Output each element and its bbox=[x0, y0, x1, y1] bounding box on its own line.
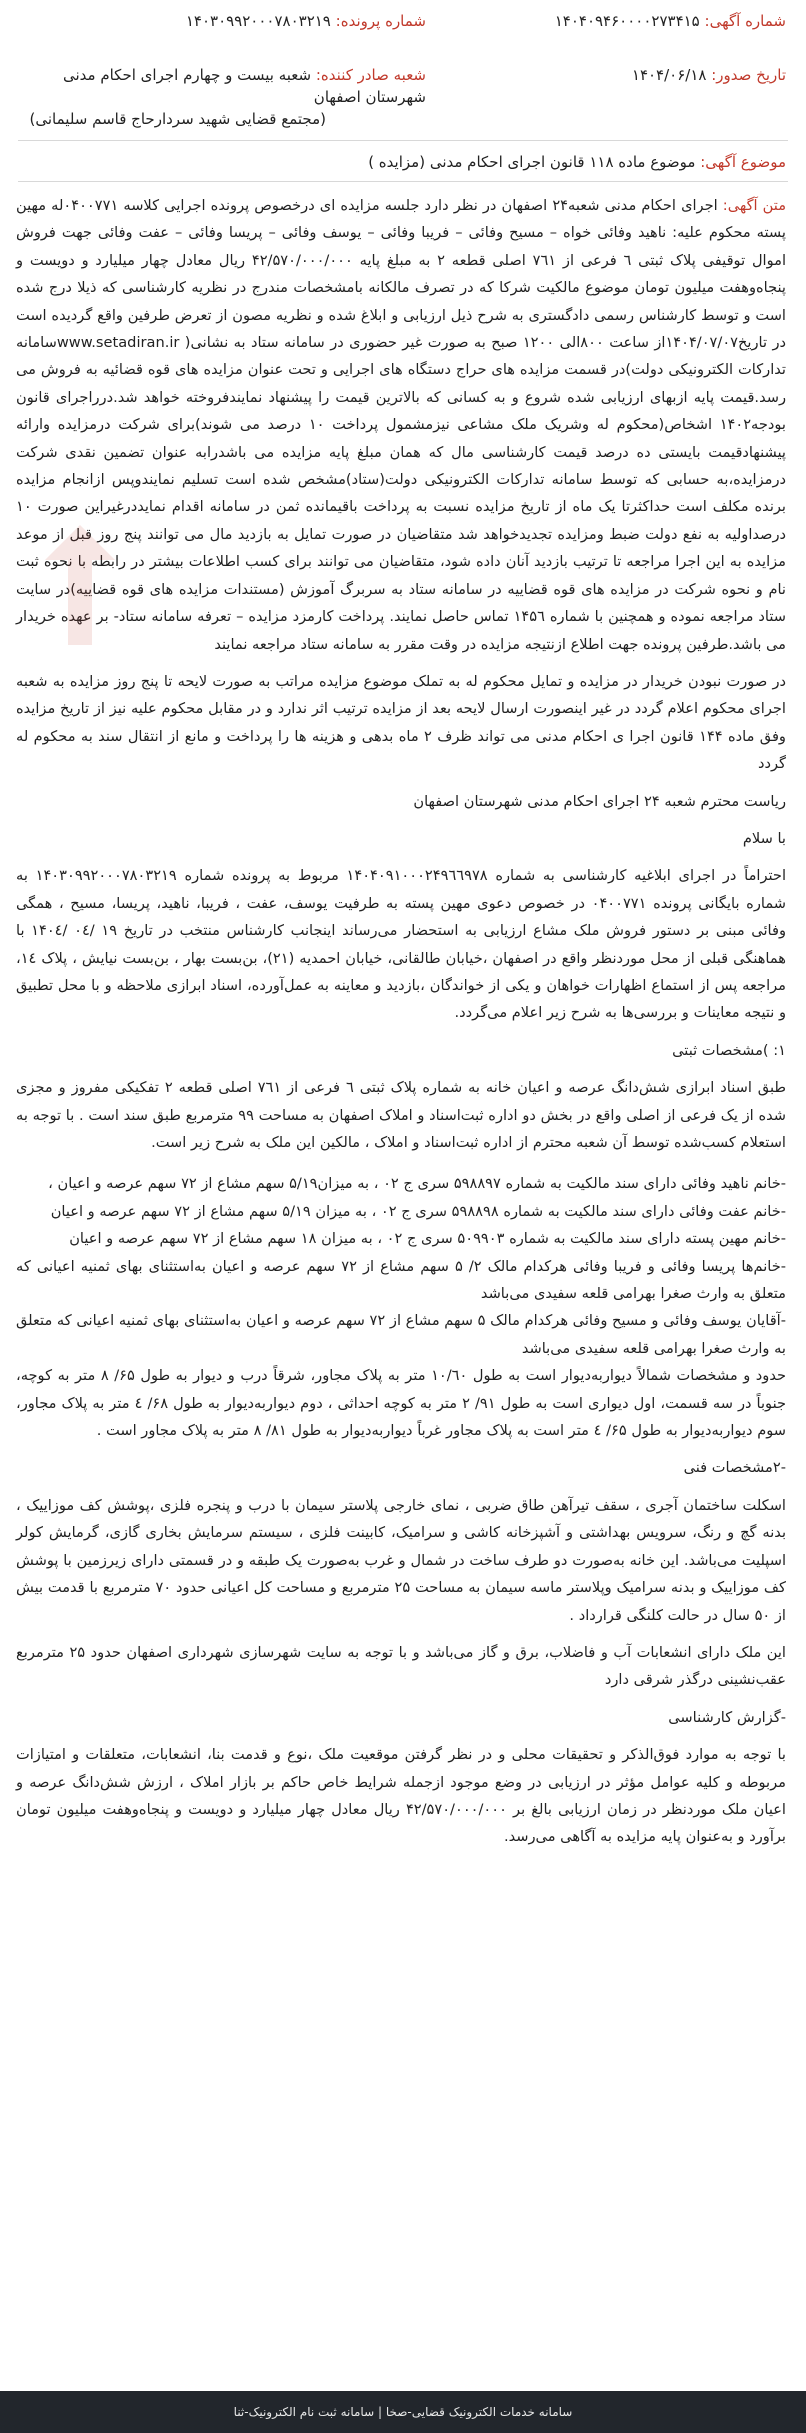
issue-date: ۱۴۰۴/۰۶/۱۸ bbox=[631, 66, 707, 84]
notice-subject bbox=[0, 141, 806, 181]
report-addressee: ریاست محترم شعبه ۲۴ اجرای احکام مدنی شهرستان اصفهان bbox=[413, 792, 786, 810]
body-paragraph-intro bbox=[16, 192, 786, 658]
page-footer bbox=[0, 2391, 806, 2433]
watermark-icon bbox=[40, 520, 120, 650]
issuing-branch-line2: (مجتمع قضایی شهید سردارحاج قاسم سلیمانی) bbox=[29, 110, 326, 128]
owner-line-2: -خانم عفت وفائی دارای سند مالکیت به شماره ۵۹۸۸۹۸ سری ج ۰۲ ، به میزان ۵/۱۹ سهم مشاع از ۷۲ سهم عرصه و اعیان bbox=[50, 1202, 786, 1220]
issuing-branch-line1: شعبه بیست و چهارم اجرای احکام مدنی شهرستان اصفهان bbox=[62, 66, 426, 106]
case-number: ۱۴۰۳۰۹۹۲۰۰۰۷۸۰۳۲۱۹ bbox=[185, 12, 331, 30]
valuation-conclusion: با توجه به موارد فوق‌الذکر و تحقیقات محلی و در نظر گرفتن موقعیت ملک ،نوع و قدمت بنا، انشعابات، متعلقات و امتیازات مربوطه و کلیه عوامل مؤثر در ارزیابی در وضع موجود ازجمله شرایط خاص حاکم بر بازار املاک ، ارزش شش‌دانگ عرصه و اعیان ملک موردنظر در زمان ارزیابی بالغ بر ۴۲/۵۷۰/۰۰۰/۰۰۰ ریال معادل چهار میلیارد و دویست و پنجاه‌وهفت میلیون تومان برآورد و به‌عنوان پایه مزایده به آگاهی می‌رسد. bbox=[16, 1746, 786, 1846]
subject-text: موضوع ماده ۱۱۸ قانون اجرای احکام مدنی (مزایده ) bbox=[368, 153, 696, 171]
ad-number-label: شماره آگهی: bbox=[704, 12, 786, 30]
technical-details: اسکلت ساختمان آجری ، سقف تیرآهن طاق ضربی ، نمای خارجی پلاستر سیمان با درب و پنجره فلزی ،پوشش کف موزاییک ، بدنه گچ و رنگ، سرویس بهداشتی و آشپزخانه کاشی و سرامیک، کابینت فلزی ، سیستم سرمایش بخاری گازی، گرمایش کولر اسپلیت می‌باشد. این خانه به‌صورت دو طرف ساخت در شمال و غرب به‌صورت یک طبقه و در قسمتی دارای زیرزمین با پوشش کف موزاییک و بدنه سرامیک وپلاستر ماسه سیمان به مساحت ۲۵ مترمربع و مساحت کل اعیانی حدود ۷۰ مترمربع با قدمت بیش از ۵۰ سال در حالت کلنگی قرارداد . bbox=[16, 1496, 786, 1624]
boundaries-details: حدود و مشخصات شمالاً دیواربه‌دیوار است به طول ۱۰/٦۰ متر به پلاک مجاور، شرقاً درب و دیوار به طول ۶۵/ ۸ متر به کوچه، جنوباً در سه قسمت، اول دیواری است به طول ۹۱/ ۲ متر به کوچه احداثی ، دوم دیواربه‌دیوار به طول ۶۸/ ٤ متر به پلاک مجاور، سوم دیواربه‌دیوار به طول ۶۵/ ٤ متر است به پلاک مجاور غرباً دیواربه‌دیوار به طول ۸۱/ ۸ متر به پلاک مجاور است . bbox=[16, 1367, 787, 1440]
report-greeting: با سلام bbox=[742, 829, 786, 847]
section-heading-registration: ۱: )مشخصات ثبتی bbox=[672, 1041, 786, 1059]
body-label: متن آگهی: bbox=[722, 197, 787, 214]
owner-line-3: -خانم مهین پسته دارای سند مالکیت به شماره ۵۰۹۹۰۳ سری ج ۰۲ ، به میزان ۱۸ سهم مشاع از ۷۲ سهم عرصه و اعیان bbox=[69, 1230, 786, 1248]
owner-line-5: -آقایان یوسف وفائی و مسیح وفائی هرکدام مالک ۵ سهم مشاع از ۷۲ سهم عرصه و اعیان به‌استثنای بهای ثمنیه اعیانی که متعلق به وارث صغرا بهرامی قلعه سفیدی می‌باشد bbox=[16, 1312, 786, 1357]
section-heading-technical: -۲مشخصات فنی bbox=[683, 1459, 786, 1477]
footer-text: سامانه خدمات الکترونیک قضایی-صخا | سامانه ثبت نام الکترونیک-ثنا bbox=[233, 2405, 573, 2419]
registration-details: طبق اسناد ابرازی شش‌دانگ عرصه و اعیان خانه به شماره پلاک ثبتی ٦ فرعی از ۷٦۱ اصلی قطعه ۲ تفکیکی مفروز و مجزی شده از یک فرعی از اصلی واقع در بخش دو اداره ثبت‌اسناد و املاک اصفهان به مساحت ۹۹ مترمربع طبق سند است . با توجه به استعلام کسب‌شده توسط آن شعبه محترم از اداره ثبت‌اسناد و املاک ، مالکین این ملک به شرح زیر است. bbox=[16, 1079, 786, 1151]
subject-label: موضوع آگهی: bbox=[700, 153, 786, 171]
owner-line-4: -خانم‌ها پریسا وفائی و فریبا وفائی هرکدام مالک ۲/ ۵ سهم مشاع از ۷۲ سهم عرصه و اعیان به‌استثنای بهای ثمنیه اعیانی که متعلق به وارث صغرا بهرامی قلعه سفیدی می‌باشد bbox=[16, 1257, 786, 1303]
notice-header bbox=[0, 0, 806, 140]
ad-number: ۱۴۰۴۰۹۴۶۰۰۰۰۲۷۳۴۱۵ bbox=[554, 12, 700, 30]
report-intro: احتراماً در اجرای ابلاغیه کارشناسی به شماره ۱۴۰۴۰۹۱۰۰۰۲۴۹٦٦۹۷۸ مربوط به پرونده شماره ۱۴۰۳۰۹۹۲۰۰۰۷۸۰۳۲۱۹ به شماره بایگانی پرونده ۰۴۰۰۷۷۱ در خصوص دعوی مهین پسته به طرفیت یوسف، عفت ، فریبا، ناهید، پریسا، مسیح ، همگی وفائی مبنی بر دستور فروش ملک مشاع ارزیابی به استحضار می‌رساند اینجانب کارشناس منتخب در تاریخ ۱۹ /۰٤ /۱۴۰٤ با هماهنگی قبلی از محل موردنظر واقع در اصفهان ،خیابان طالقانی، خیابان احمدیه (۲۱)، بن‌بست بهار ، بن‌بست نیایش ، پلاک ۱٤، مراجعه پس از استماع اظهارات خواهان و یکی از خواندگان ،بازدید و معاینه به عمل‌آورده، اسناد ابرازی ملاحظه و با محل تطبیق و نتیجه معاینات و بررسی‌ها به شرح زیر اعلام می‌گردد. bbox=[16, 867, 787, 1022]
owner-line-1: -خانم ناهید وفائی دارای سند مالکیت به شماره ۵۹۸۸۹۷ سری ج ۰۲ ، به میزان۵/۱۹ سهم مشاع از ۷۲ سهم عرصه و اعیان ، bbox=[48, 1175, 786, 1193]
issuing-branch-label: شعبه صادر کننده: bbox=[315, 66, 426, 84]
notice-body bbox=[0, 182, 806, 1851]
issue-date-label: تاریخ صدور: bbox=[711, 66, 786, 84]
utilities-details: این ملک دارای انشعابات آب و فاضلاب، برق و گاز می‌باشد و با توجه به سایت شهرسازی شهرداری اصفهان حدود ۲۵ مترمربع عقب‌نشینی درگذر شرقی دارد bbox=[16, 1643, 786, 1689]
case-number-label: شماره پرونده: bbox=[335, 12, 426, 30]
section-heading-report: -گزارش کارشناسی bbox=[668, 1708, 786, 1726]
body-paragraph-1: اجرای احکام مدنی شعبه۲۴ اصفهان در نظر دارد جلسه مزایده ای درخصوص پرونده اجرایی کلاسه ۰۴۰۰۷۷۱له مهین پسته محکوم علیه: ناهید وفائی خواه – مسیح وفائی – فریبا وفائی – یوسف وفائی – پریسا وفائی – عفت وفائی جهت فروش اموال توقیفی پلاک ثبتی ٦ فرعی از ۷٦۱ اصلی قطعه ۲ به مبلغ پایه ۴۲/۵۷۰/۰۰۰/۰۰۰ ریال معادل چهار میلیارد و دویست و پنجاه‌وهفت میلیون تومان موضوع مالکیت شرکا که در تصرف مالکانه بامشخصات مندرج در نظریه کارشناسی که ذیلا درج شده است و توسط کارشناس رسمی دادگستری به شرح ذیل ارزیابی و ابلاغ شده و نظریه مصون از تعرض طرفین واقع گردیده است در تاریخ۱۴۰۴/۰۷/۰۷از ساعت ۸۰۰الی ۱۲۰۰ صبح به صورت غیر حضوری در سامانه ستاد به نشانی( www.setadiran.irسامانه تدارکات الکترونیکی دولت)در قسمت مزایده های حراج دستگاه های اجرایی و تحت عنوان مزایده های قوه قضائیه به فروش می رسد.قیمت پایه ازبهای ارزیابی شده شروع و به کسانی که بالاترین قیمت را پیشنهاد نمایندفروخته خواهد شد.درراجرای قانون بودجه۱۴۰۲ اشخاص(محکوم له وشریک ملک مشاعی نیزمشمول پرداخت ۱۰ درصد می شوند)برای شرکت درمزایده وارائه پیشنهادقیمت بایستی ده درصد قیمت کارشناسی مال که همان مبلغ پایه مزایده می باشدرابه عنوان تضمین نقدی شرکت درمزایده،به حسابی که توسط سامانه تدارکات الکترونیکی دولت(ستاد)مشخص شده است تسلیم نمایندوپس ازانجام مزایده برنده مکلف است حداکثرتا یک ماه از تاریخ مزایده نسبت به پرداخت باقیمانده ثمن در سامانه اقدام نمایددرغیراین صورت ۱۰ درصداولیه به نفع دولت ضبط ومزایده تجدیدخواهد شد متقاضیان در صورت تمایل به بازدید مال می توانند پنج روز قبل از موعد مزایده به این اجرا مراجعه تا ترتیب بازدید آنان داده شود، متقاضیان می توانند برای کسب اطلاعات بیشتر در رابطه با نحوه ثبت نام و نحوه شرکت در مزایده های قوه قضاییه در سامانه ستاد به سربرگ آموزش (مستندات مزایده های قوه قضاییه)در سایت ستاد مراجعه نموده و همچنین با شماره ۱۴۵٦ تماس حاصل نمایند. پرداخت کارمزد مزایده – تعرفه سامانه ستاد- بر عهده خریدار می باشد.طرفین پرونده جهت اطلاع ازنتیجه مزایده در وقت مقرر به سامانه ستاد مراجعه نمایند bbox=[16, 197, 787, 653]
body-paragraph-2: در صورت نبودن خریدار در مزایده و تمایل محکوم له به تملک موضوع مزایده مراتب به صورت لایحه تا پنج روز مزایده به شعبه اجرای محکوم اعلام گردد در غیر اینصورت ارسال لایحه بعد از مزایده ترتیب اثر ندارد و در مقابل محکوم علیه نیز از تاریخ مزایده وفق ماده ۱۴۴ قانون اجرا ی احکام مدنی می تواند ظرف ۲ ماه بدهی و هزینه ها را پرداخت و مانع از انتقال سند به محکوم له گردد bbox=[16, 672, 786, 773]
